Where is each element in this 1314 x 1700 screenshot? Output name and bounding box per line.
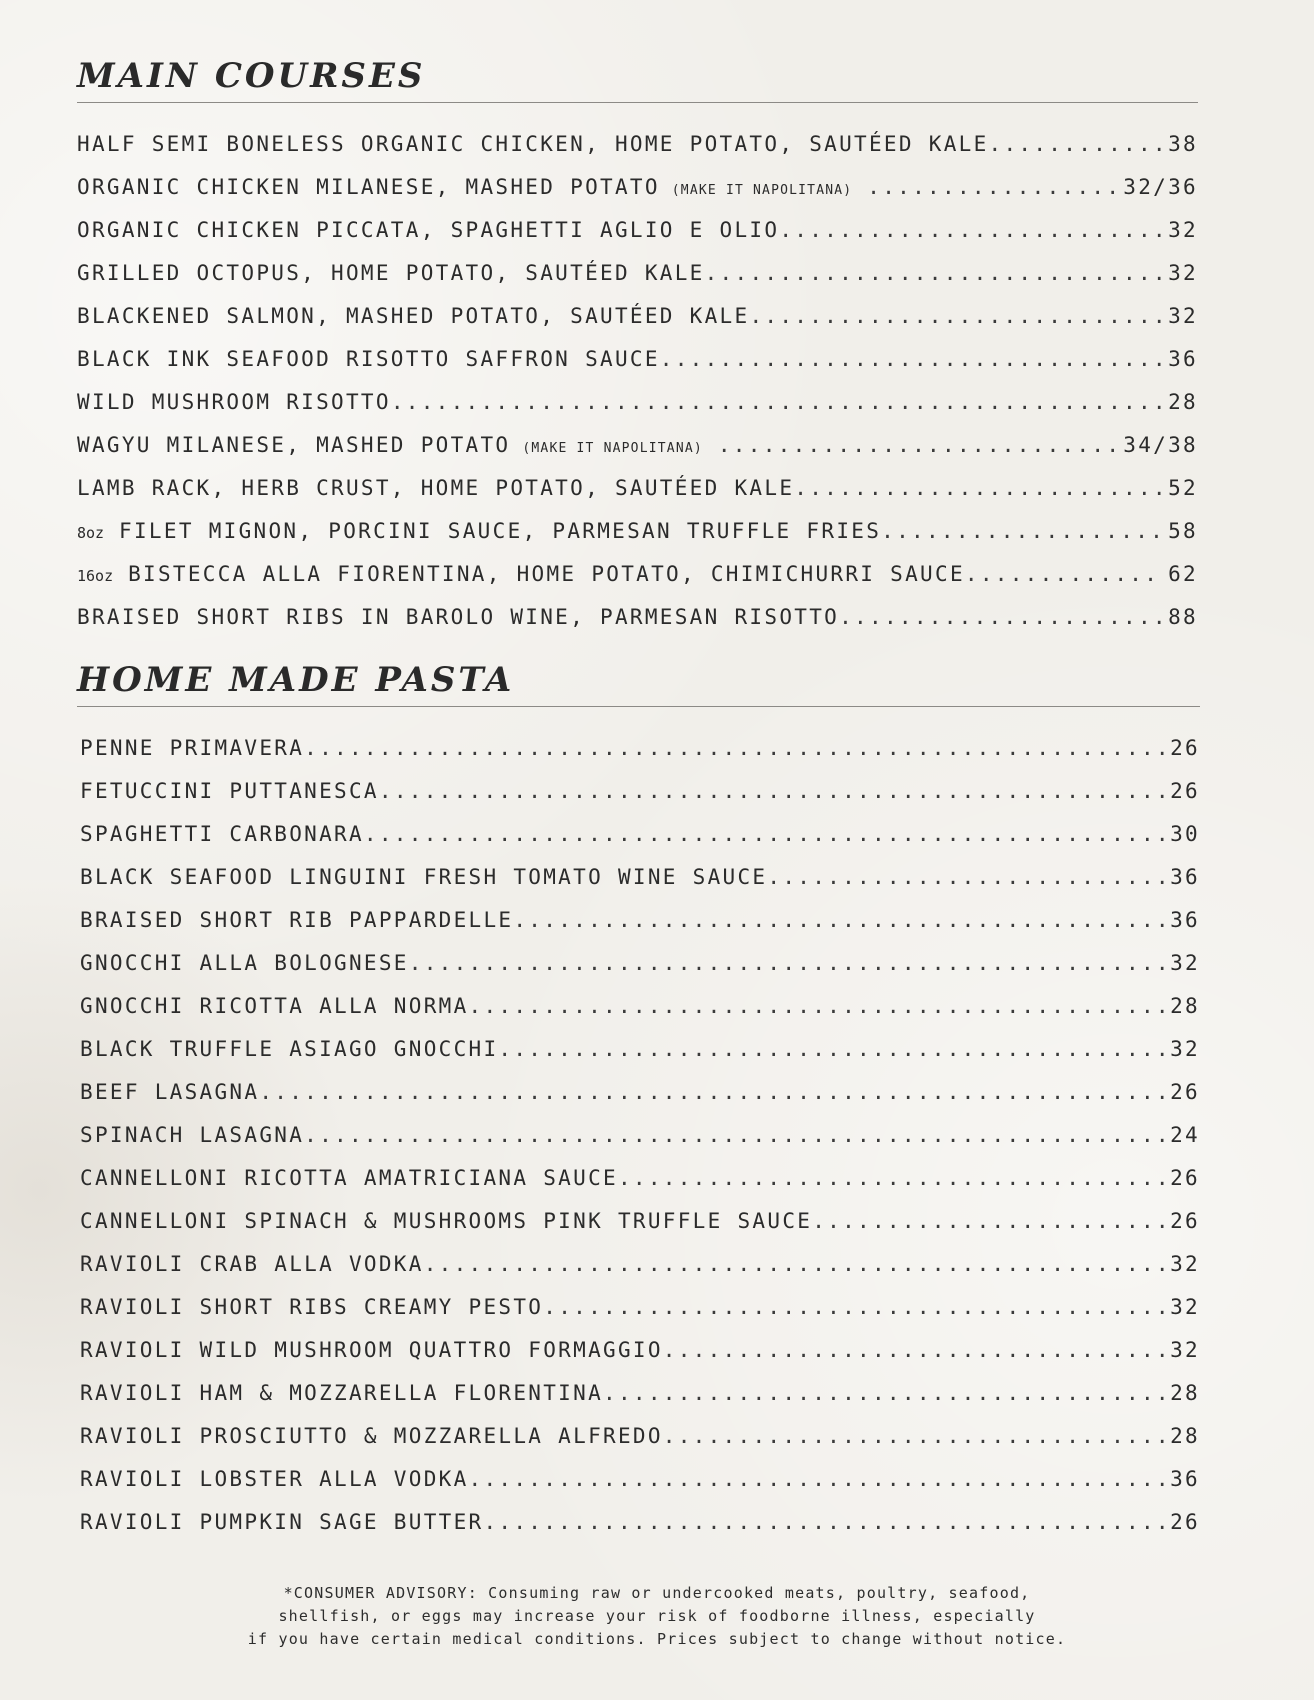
- menu-item: [77, 553, 1198, 596]
- dot-leader: [660, 338, 1162, 381]
- menu-item-portion: 16oz: [77, 567, 114, 585]
- dot-leader: [304, 1114, 1164, 1157]
- menu-item-name-group: [80, 1415, 663, 1458]
- main-courses-title: MAIN COURSES: [77, 56, 426, 96]
- menu-item-name: SPAGHETTI CARBONARA: [80, 822, 364, 846]
- menu-item: [77, 1243, 1200, 1286]
- menu-item-name: ORGANIC CHICKEN PICCATA, SPAGHETTI AGLIO E OLIO: [77, 218, 780, 242]
- menu-item-name: CANNELLONI RICOTTA AMATRICIANA SAUCE: [80, 1166, 618, 1190]
- menu-item-price: 26: [1170, 779, 1200, 803]
- menu-item: [77, 467, 1198, 510]
- menu-item: [77, 942, 1200, 985]
- advisory-line: *CONSUMER ADVISORY: Consuming raw or undercooked meats, poultry, seafood,: [283, 1584, 1031, 1602]
- menu-item-name: WAGYU MILANESE, MASHED POTATO: [77, 433, 511, 457]
- menu-item-price: 26: [1170, 1510, 1200, 1534]
- dot-leader: [839, 596, 1162, 639]
- home-made-pasta-title: HOME MADE PASTA: [77, 660, 515, 700]
- menu-item-price: 62: [1168, 562, 1198, 586]
- menu-item-price: 28: [1170, 994, 1200, 1018]
- dot-leader: [259, 1071, 1164, 1114]
- dot-leader: [767, 856, 1164, 899]
- menu-item-price: 52: [1168, 476, 1198, 500]
- menu-item-name: PENNE PRIMAVERA: [80, 736, 305, 760]
- menu-item-price: 32: [1168, 261, 1198, 285]
- menu-item-price: 26: [1170, 1080, 1200, 1104]
- menu-item-price: 36: [1170, 1467, 1200, 1491]
- menu-item-name-group: [80, 1501, 483, 1544]
- menu-item: [77, 1114, 1200, 1157]
- menu-item-name-group: [77, 553, 965, 598]
- dot-leader: [498, 1028, 1164, 1071]
- menu-item-name: WILD MUSHROOM RISOTTO: [77, 390, 391, 414]
- menu-item-name-group: [80, 727, 304, 770]
- menu-item-price: 36: [1170, 908, 1200, 932]
- menu-item: [77, 1028, 1200, 1071]
- menu-item-name: SPINACH LASAGNA: [80, 1123, 305, 1147]
- menu-item-price: 32: [1170, 1295, 1200, 1319]
- menu-item-portion: 8oz: [77, 524, 105, 542]
- menu-item-name: CANNELLONI SPINACH & MUSHROOMS PINK TRUFFLE SAUCE: [80, 1209, 813, 1233]
- menu-item-name: LAMB RACK, HERB CRUST, HOME POTATO, SAUTÉED KALE: [77, 476, 795, 500]
- menu-item: [77, 1071, 1200, 1114]
- menu-item: [77, 985, 1200, 1028]
- menu-item: [77, 856, 1200, 899]
- menu-item: [77, 727, 1200, 770]
- dot-leader: [718, 424, 1117, 467]
- dot-leader: [794, 467, 1162, 510]
- menu-item: [77, 123, 1198, 166]
- menu-item: [77, 166, 1198, 209]
- menu-item-name-group: [77, 510, 881, 555]
- dot-leader: [483, 1501, 1164, 1544]
- menu-item: [77, 1458, 1200, 1501]
- menu-item-name: RAVIOLI CRAB ALLA VODKA: [80, 1252, 424, 1276]
- menu-item-price: 58: [1168, 519, 1198, 543]
- menu-item-price: 38: [1168, 132, 1198, 156]
- menu-item-name: BEEF LASAGNA: [80, 1080, 260, 1104]
- advisory-line: shellfish, or eggs may increase your risk of foodborne illness, especially: [278, 1607, 1036, 1625]
- dot-leader: [304, 727, 1164, 770]
- menu-item-name: GNOCCHI RICOTTA ALLA NORMA: [80, 994, 469, 1018]
- menu-item-name-group: [80, 1114, 304, 1157]
- dot-leader: [749, 295, 1162, 338]
- menu-item-note: (MAKE IT NAPOLITANA): [671, 183, 853, 198]
- menu-item-name: RAVIOLI HAM & MOZZARELLA FLORENTINA: [80, 1381, 604, 1405]
- menu-item-name: RAVIOLI WILD MUSHROOM QUATTRO FORMAGGIO: [80, 1338, 663, 1362]
- menu-item-name-group: [77, 424, 718, 470]
- menu-item-price: 32: [1170, 951, 1200, 975]
- menu-item-price: 28: [1170, 1424, 1200, 1448]
- menu-item-name-group: [80, 899, 513, 942]
- menu-item-name: BLACKENED SALMON, MASHED POTATO, SAUTÉED KALE: [77, 304, 750, 328]
- menu-item: [77, 899, 1200, 942]
- menu-item-name-group: [77, 209, 779, 252]
- menu-item-note: (MAKE IT NAPOLITANA): [522, 441, 703, 456]
- menu-item-price: 28: [1168, 390, 1198, 414]
- home-made-pasta-divider: [77, 706, 1200, 707]
- main-courses-section: [77, 50, 1198, 639]
- menu-item: [77, 338, 1198, 381]
- menu-item-name: RAVIOLI PROSCIUTTO & MOZZARELLA ALFREDO: [80, 1424, 663, 1448]
- main-courses-list: [77, 123, 1198, 639]
- menu-item-name: BISTECCA ALLA FIORENTINA, HOME POTATO, CHIMICHURRI SAUCE: [128, 562, 965, 586]
- menu-item-price: 34/38: [1123, 433, 1198, 457]
- menu-item: [77, 1200, 1200, 1243]
- dot-leader: [469, 985, 1165, 1028]
- menu-item-price: 28: [1170, 1381, 1200, 1405]
- menu-item-price: 32: [1168, 218, 1198, 242]
- menu-item: [77, 813, 1200, 856]
- menu-item-name: ORGANIC CHICKEN MILANESE, MASHED POTATO: [77, 175, 660, 199]
- menu-item-price: 26: [1170, 1166, 1200, 1190]
- menu-item: [77, 1501, 1200, 1544]
- menu-item-price: 32/36: [1123, 175, 1198, 199]
- menu-item-name-group: [77, 166, 867, 212]
- menu-item-name: BRAISED SHORT RIBS IN BAROLO WINE, PARMESAN RISOTTO: [77, 605, 840, 629]
- menu-item-name-group: [77, 596, 839, 639]
- menu-item-name: RAVIOLI LOBSTER ALLA VODKA: [80, 1467, 469, 1491]
- menu-item-name-group: [80, 856, 767, 899]
- dot-leader: [812, 1200, 1164, 1243]
- menu-item-price: 26: [1170, 736, 1200, 760]
- menu-item-name: FETUCCINI PUTTANESCA: [80, 779, 379, 803]
- menu-item-price: 36: [1170, 865, 1200, 889]
- menu-item-name: FILET MIGNON, PORCINI SAUCE, PARMESAN TRUFFLE FRIES: [119, 519, 882, 543]
- dot-leader: [867, 166, 1117, 209]
- home-made-pasta-list: [77, 727, 1200, 1544]
- menu-item: [77, 252, 1198, 295]
- dot-leader: [364, 813, 1164, 856]
- menu-item-name: BRAISED SHORT RIB PAPPARDELLE: [80, 908, 514, 932]
- main-courses-divider: [77, 102, 1198, 103]
- dot-leader: [513, 899, 1164, 942]
- menu-item-name: RAVIOLI PUMPKIN SAGE BUTTER: [80, 1510, 484, 1534]
- menu-item-name-group: [80, 1372, 603, 1415]
- menu-item-name-group: [80, 1286, 543, 1329]
- menu-item-name-group: [80, 770, 379, 813]
- menu-item: [77, 295, 1198, 338]
- dot-leader: [469, 1458, 1165, 1501]
- menu-item-price: 30: [1170, 822, 1200, 846]
- menu-item-name-group: [80, 1329, 663, 1372]
- menu-item-name: HALF SEMI BONELESS ORGANIC CHICKEN, HOME POTATO, SAUTÉED KALE: [77, 132, 989, 156]
- menu-item-price: 36: [1168, 347, 1198, 371]
- menu-item-name: RAVIOLI SHORT RIBS CREAMY PESTO: [80, 1295, 544, 1319]
- menu-item-name-group: [80, 1200, 812, 1243]
- menu-item-price: 32: [1168, 304, 1198, 328]
- menu-item: [77, 1286, 1200, 1329]
- menu-item-name: BLACK TRUFFLE ASIAGO GNOCCHI: [80, 1037, 499, 1061]
- menu-item: [77, 1329, 1200, 1372]
- menu-item: [77, 1415, 1200, 1458]
- dot-leader: [409, 942, 1164, 985]
- menu-item-name-group: [80, 1071, 259, 1114]
- dot-leader: [965, 553, 1162, 596]
- menu-item: [77, 1157, 1200, 1200]
- menu-item-name: BLACK INK SEAFOOD RISOTTO SAFFRON SAUCE: [77, 347, 660, 371]
- consumer-advisory: [150, 1582, 1164, 1651]
- menu-item-price: 32: [1170, 1252, 1200, 1276]
- dot-leader: [618, 1157, 1164, 1200]
- menu-item-name-group: [77, 295, 749, 338]
- menu-item-name: BLACK SEAFOOD LINGUINI FRESH TOMATO WINE SAUCE: [80, 865, 768, 889]
- menu-item-name-group: [77, 338, 660, 381]
- menu-item-name-group: [80, 942, 409, 985]
- menu-item: [77, 770, 1200, 813]
- menu-item: [77, 510, 1198, 553]
- dot-leader: [881, 510, 1162, 553]
- menu-item-price: 32: [1170, 1338, 1200, 1362]
- menu-item-name-group: [80, 813, 364, 856]
- dot-leader: [989, 123, 1163, 166]
- dot-leader: [603, 1372, 1164, 1415]
- menu-item-name-group: [80, 1028, 498, 1071]
- dot-leader: [663, 1329, 1164, 1372]
- menu-item-name-group: [77, 381, 391, 424]
- menu-item: [77, 381, 1198, 424]
- menu-item-price: 26: [1170, 1209, 1200, 1233]
- dot-leader: [391, 381, 1162, 424]
- menu-item: [77, 424, 1198, 467]
- menu-item-name: GRILLED OCTOPUS, HOME POTATO, SAUTÉED KALE: [77, 261, 705, 285]
- menu-item-name-group: [80, 985, 469, 1028]
- dot-leader: [543, 1286, 1164, 1329]
- menu-item-price: 24: [1170, 1123, 1200, 1147]
- home-made-pasta-section: [77, 654, 1200, 1544]
- dot-leader: [379, 770, 1164, 813]
- dot-leader: [424, 1243, 1164, 1286]
- menu-item-name: GNOCCHI ALLA BOLOGNESE: [80, 951, 409, 975]
- dot-leader: [705, 252, 1163, 295]
- menu-item-name-group: [80, 1157, 618, 1200]
- menu-item: [77, 596, 1198, 639]
- menu-item-name-group: [77, 467, 794, 510]
- dot-leader: [663, 1415, 1164, 1458]
- menu-item: [77, 209, 1198, 252]
- menu-item: [77, 1372, 1200, 1415]
- menu-item-name-group: [80, 1243, 424, 1286]
- menu-item-name-group: [77, 252, 705, 295]
- advisory-line: if you have certain medical conditions. Prices subject to change without notice.: [247, 1630, 1067, 1648]
- menu-item-price: 32: [1170, 1037, 1200, 1061]
- menu-item-name-group: [80, 1458, 469, 1501]
- dot-leader: [779, 209, 1162, 252]
- menu-item-price: 88: [1168, 605, 1198, 629]
- menu-item-name-group: [77, 123, 989, 166]
